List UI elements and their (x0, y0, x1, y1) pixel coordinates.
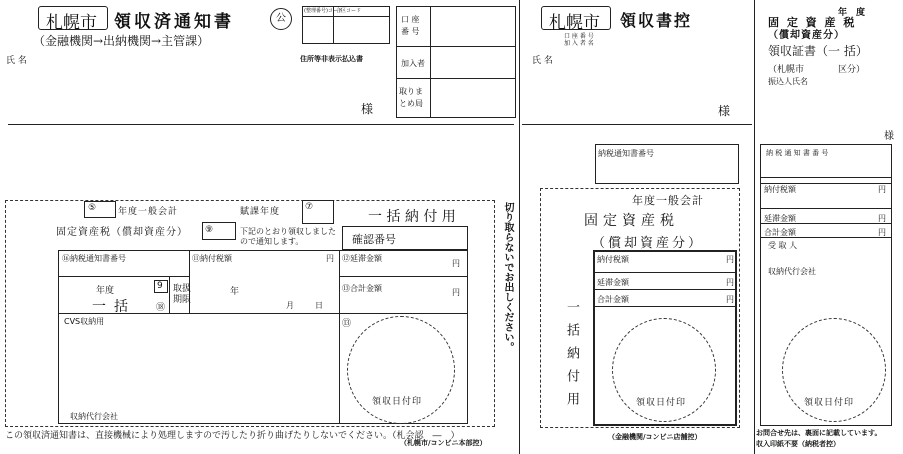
mid-year-general: 年度一般会計 (632, 194, 704, 207)
right-city: （札幌市 (768, 65, 805, 75)
confirm-label: 確認番号 (352, 233, 396, 246)
code-col2: 合区コード (336, 8, 362, 14)
footer-left: この領収済通知書は、直接機械により処理しますので汚したり折り曲げたりしないでください。（札会認 ― ） (5, 431, 460, 441)
total-yen: 円 (452, 288, 460, 297)
right-r2: 延滞金額 (764, 214, 796, 223)
late-fee-label: ⑫延滞金額 (342, 254, 382, 263)
mid-notice-label: 納税通知書番号 (598, 149, 654, 158)
address-note: 住所等非表示払込書 (300, 55, 363, 63)
notice-number-label: ⑯納税通知書番号 (62, 254, 126, 263)
separator-1 (519, 0, 520, 454)
name-underline (8, 124, 514, 125)
route-text: （金融機関→出納機関→主管課） (33, 34, 210, 48)
deadline-label: 取扱 期限 (173, 284, 192, 305)
mid-r3-yen: 円 (726, 295, 734, 304)
lump-sum-title: 一 括 納 付 用 (368, 209, 456, 225)
stamp-circle-left (347, 316, 455, 424)
mid-name-label: 氏 名 (532, 56, 553, 66)
right-ku: 区分） (838, 65, 866, 75)
tax-amount-yen: 円 (326, 254, 334, 263)
right-tax2: （償却資産分） (768, 30, 845, 41)
mid-r2: 延滞金額 (597, 278, 629, 287)
right-tax1: 固 定 資 産 税 (768, 16, 857, 29)
receipt-notice: 下記のとおり領収しましたので通知します。 (240, 227, 336, 246)
stamp-label-left: 領収日付印 (372, 397, 423, 407)
nine-value: 9 (157, 281, 163, 291)
mid-r3: 合計金額 (597, 295, 629, 304)
code-col1: (整理番号)コード (304, 8, 343, 14)
mid-stamp-label: 領収日付印 (636, 398, 687, 408)
mid-city: 札幌市 (549, 13, 600, 33)
field-5: ⑤ (88, 203, 97, 213)
mid-r2-yen: 円 (726, 278, 734, 287)
mid-sama: 様 (718, 104, 731, 118)
year-general: 年度一般会計 (118, 207, 179, 217)
right-agent: 収納代行会社 (768, 267, 816, 276)
public-mark: 公 (270, 8, 292, 30)
total-label: ⑬合計金額 (342, 284, 382, 293)
footer-left-right: （札幌市/コンビニ本部控） (400, 439, 487, 447)
sama-left: 様 (361, 102, 374, 116)
name-label: 氏 名 (6, 56, 27, 66)
mid-footer: （金融機関/コンビニ店舗控） (608, 433, 702, 441)
separator-2 (754, 0, 755, 454)
account-label: 口 座 番 号 (401, 15, 420, 36)
deadline-month: 月 (286, 301, 294, 310)
mid-r1: 納付税額 (597, 255, 629, 264)
tax-name: 固定資産税（償却資産分） (56, 227, 188, 238)
mid-tax1: 固定資産税 (584, 213, 679, 229)
mid-sub2: 加 入 者 名 (564, 40, 594, 47)
nendo-label: 年度 (96, 286, 115, 296)
right-footer2: 収入印紙不要（納税者控） (756, 440, 840, 448)
right-nendo: 年 度 (838, 8, 866, 18)
deadline-year: 年 (230, 287, 240, 297)
right-payer: 振込人氏名 (768, 77, 808, 86)
mid-tax2: （償却資産分） (592, 236, 705, 251)
agent-left: 収納代行会社 (70, 412, 118, 421)
subscriber-label: 加入者 (401, 59, 425, 68)
right-r1-yen: 円 (878, 185, 886, 194)
handling-label: 取りま とめ局 (399, 87, 423, 108)
tax-amount-label: ⑪納付税額 (192, 254, 232, 263)
mid-r1-yen: 円 (726, 255, 734, 264)
mid-title: 領収書控 (620, 11, 693, 30)
right-r3-yen: 円 (878, 228, 886, 237)
cvs-label: CVS収納用 (64, 317, 105, 326)
cut-note: 切り取らないでお出しください。 (502, 202, 513, 352)
right-sama: 様 (884, 131, 894, 142)
field-9: ⑨ (205, 225, 214, 235)
right-receipt: 領収証書（一 括） (768, 44, 868, 58)
right-r1: 納付税額 (764, 185, 796, 194)
field-18: ⑱ (156, 303, 166, 313)
right-notice-label: 納 税 通 知 書 番 号 (766, 149, 829, 157)
deadline-day: 日 (315, 301, 323, 310)
document-title: 領収済通知書 (114, 12, 234, 32)
right-r3: 合計金額 (764, 228, 796, 237)
city-name: 札幌市 (46, 13, 97, 33)
mid-vertical: 一括納付用 (564, 300, 579, 415)
field-13: ⑬ (342, 319, 352, 329)
right-r2-yen: 円 (878, 214, 886, 223)
right-receiver: 受 取 人 (768, 241, 798, 250)
field-7: ⑦ (305, 202, 314, 212)
ikkatsu-value: 一括 (92, 299, 136, 315)
tax-year-label: 賦課年度 (240, 207, 281, 217)
late-fee-yen: 円 (452, 259, 460, 268)
right-footer1: お問合せ先は、裏面に記載しています。 (756, 429, 882, 437)
mid-sub1: 口 座 番 号 (564, 33, 594, 40)
right-stamp-label: 領収日付印 (804, 398, 855, 408)
